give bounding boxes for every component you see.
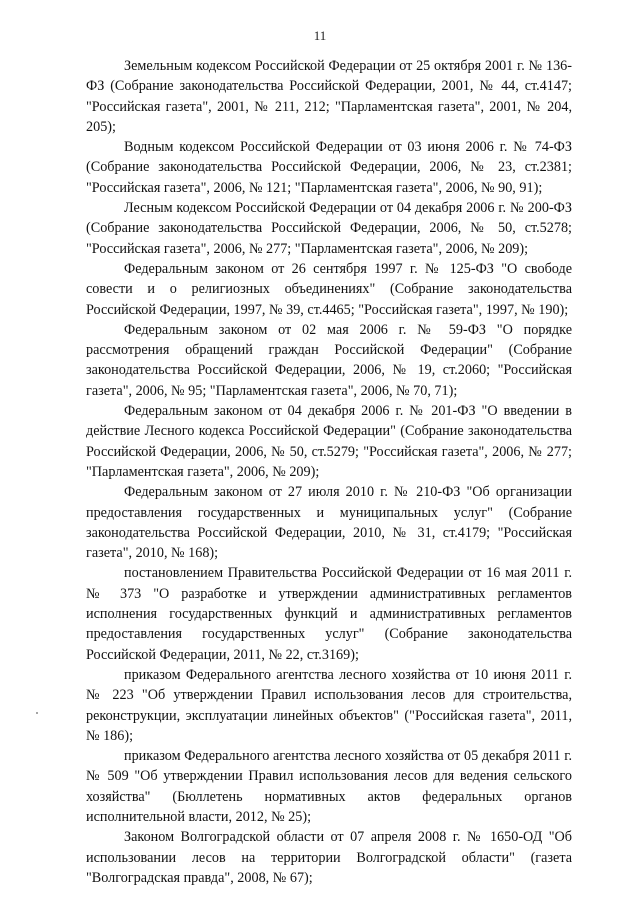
paragraph-law-59fz: Федеральным законом от 02 мая 2006 г. № 59-ФЗ "О порядке рассмотрения обращений граждан Российской Федерации" (Собрание законодательства Российской Федерации, 2006, № 19, ст.2060; "Российская газета", 2006, № 95; "Парламентская газета", 2006, № 70, 71); [86,321,572,399]
paragraph-law-210fz: Федеральным законом от 27 июля 2010 г. № 210-ФЗ "Об организации предоставления государственных и муниципальных услуг" (Собрание законодательства Российской Федерации, 2010, № 31, ст.4179; "Российская газета", 2010, № 168); [86,484,572,562]
paragraph-volgograd-law: Законом Волгоградской области от 07 апреля 2008 г. № 1650-ОД "Об использовании лесов на территории Волгоградской области" (газета "Волгоградская правда", 2008, № 67); [86,829,572,886]
paragraph-order-509: приказом Федерального агентства лесного хозяйства от 05 декабря 2011 г. № 509 "Об утверждении Правил использования лесов для ведения сельского хозяйства" (Бюллетень нормативных актов федеральных органов исполнительной власти, 2012, № 25); [86,748,572,825]
scan-speck [36,712,38,714]
paragraph-law-201fz: Федеральным законом от 04 декабря 2006 г. № 201-ФЗ "О введении в действие Лесного кодекса Российской Федерации" (Собрание законодательства Российской Федерации, 2006, № 50, ст.5279; "Российская газета", 2006, № 277; "Парламентская газета", 2006, № 209); [86,403,572,480]
paragraph-resolution-373: постановлением Правительства Российской Федерации от 16 мая 2011 г. № 373 "О разработке и утверждении административных регламентов исполнения государственных функций и административных регламентов предоставления государственных услуг" (Собрание законодательства Российской Федерации, 2011, № 22, ст.3169); [86,565,572,663]
paragraph-water-code: Водным кодексом Российской Федерации от 03 июня 2006 г. № 74-ФЗ (Собрание законодательства Российской Федерации, 2006, № 23, ст.2381; "Российская газета", 2006, № 121; "Парламентская газета", 2006, № 90, 91); [86,139,572,196]
paragraph-land-code: Земельным кодексом Российской Федерации от 25 октября 2001 г. № 136-ФЗ (Собрание законодательства Российской Федерации, 2001, № 44, ст.4147; "Российская газета", 2001, № 211, 212; "Парламентская газета", 2001, № 204, 205); [86,58,572,135]
paragraph-order-223: приказом Федерального агентства лесного хозяйства от 10 июня 2011 г. № 223 "Об утверждении Правил использования лесов для строительства, реконструкции, эксплуатации линейных объектов" ("Российская газета", 2011, № 186); [86,666,572,744]
paragraph-law-125fz: Федеральным законом от 26 сентября 1997 г. № 125-ФЗ "О свободе совести и о религиозных объединениях" (Собрание законодательства Российской Федерации, 1997, № 39, ст.4465; "Российская газета", 1997, № 190); [86,260,572,318]
page-number: 11 [313,28,327,43]
document-body [86,56,572,888]
paragraph-forest-code: Лесным кодексом Российской Федерации от 04 декабря 2006 г. № 200-ФЗ (Собрание законодательства Российской Федерации, 2006, № 50, ст.5278; "Российская газета", 2006, № 277; "Парламентская газета", 2006, № 209); [86,200,572,257]
